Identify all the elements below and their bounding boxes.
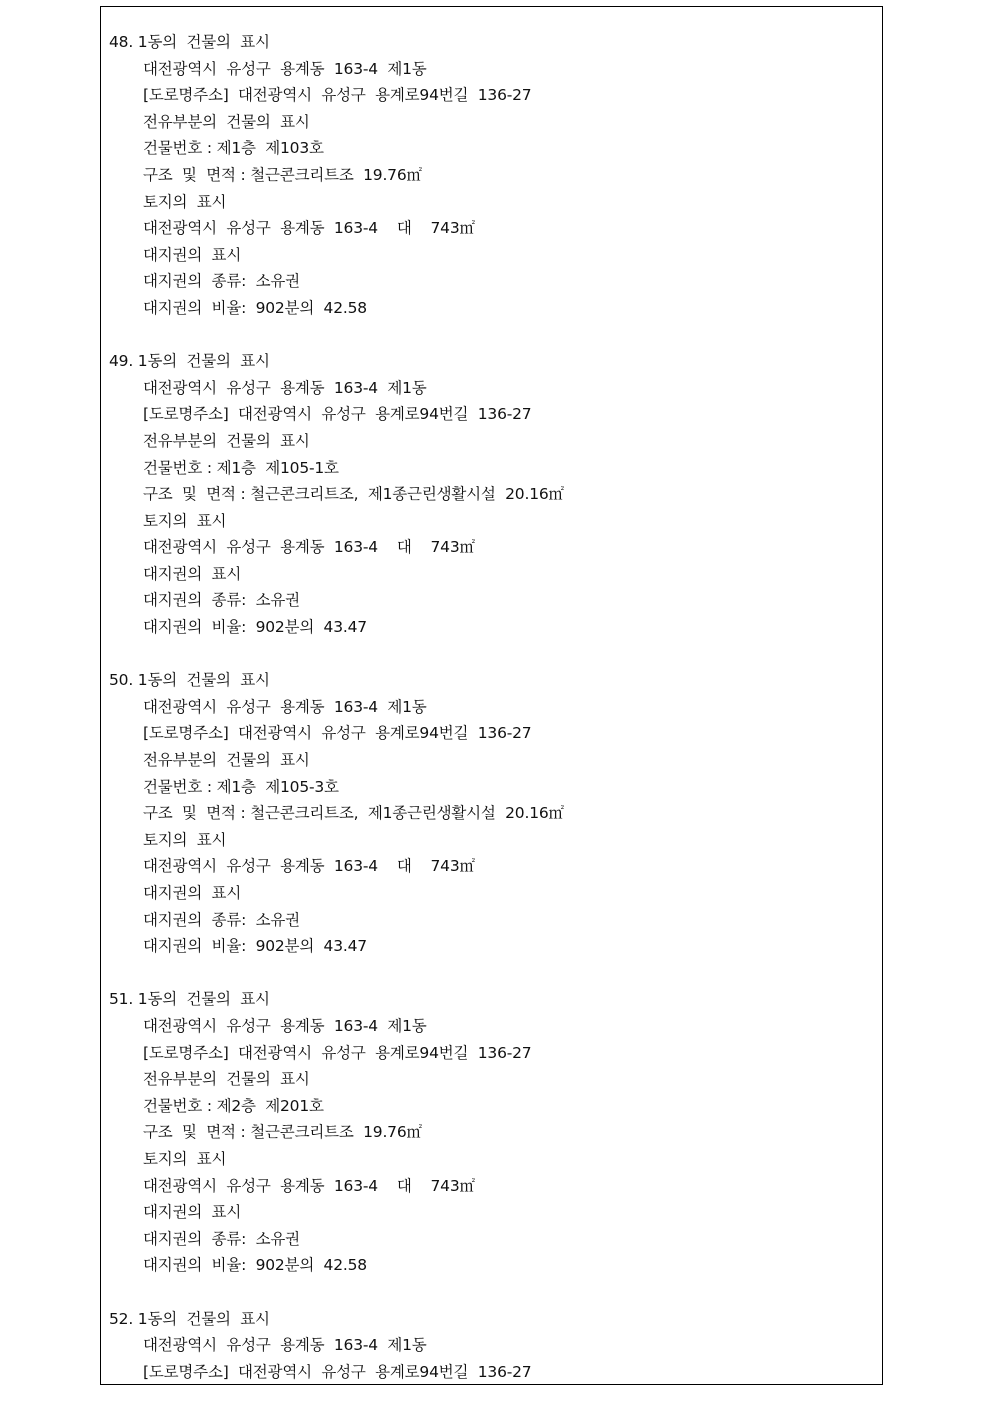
land-right-title: 대지권의 표시 bbox=[143, 564, 242, 583]
unit-number: 건물번호 : 제1층 제103호 bbox=[143, 139, 324, 158]
entry-52 bbox=[109, 1306, 874, 1386]
land-title: 토지의 표시 bbox=[143, 830, 227, 849]
building-address: 대전광역시 유성구 용계동 163-4 제1동 bbox=[143, 378, 427, 397]
structure-area: 구조 및 면적 : 철근콘크리트조 19.76㎡ bbox=[143, 165, 422, 184]
land-right-ratio: 대지권의 비율: 902분의 42.58 bbox=[143, 298, 367, 317]
land-right-type: 대지권의 종류: 소유권 bbox=[143, 910, 300, 929]
building-address: 대전광역시 유성구 용계동 163-4 제1동 bbox=[143, 697, 427, 716]
entry-heading: 51. 1동의 건물의 표시 bbox=[109, 990, 270, 1009]
road-address: [도로명주소] 대전광역시 유성구 용계로94번길 136-27 bbox=[143, 86, 532, 105]
land-title: 토지의 표시 bbox=[143, 511, 227, 530]
document-body bbox=[109, 29, 874, 1385]
entry-50 bbox=[109, 667, 874, 960]
entry-heading: 48. 1동의 건물의 표시 bbox=[109, 33, 270, 51]
land-right-type: 대지권의 종류: 소유권 bbox=[143, 1229, 300, 1248]
land-right-title: 대지권의 표시 bbox=[143, 245, 242, 264]
land-title: 토지의 표시 bbox=[143, 192, 227, 211]
land-detail: 대전광역시 유성구 용계동 163-4 대 743㎡ bbox=[143, 538, 475, 557]
land-detail: 대전광역시 유성구 용계동 163-4 대 743㎡ bbox=[143, 857, 475, 876]
land-right-type: 대지권의 종류: 소유권 bbox=[143, 272, 300, 291]
entry-51 bbox=[109, 986, 874, 1279]
entry-49 bbox=[109, 348, 874, 641]
building-address: 대전광역시 유성구 용계동 163-4 제1동 bbox=[143, 1336, 427, 1355]
road-address: [도로명주소] 대전광역시 유성구 용계로94번길 136-27 bbox=[143, 405, 532, 424]
entry-heading: 50. 1동의 건물의 표시 bbox=[109, 671, 270, 690]
land-detail: 대전광역시 유성구 용계동 163-4 대 743㎡ bbox=[143, 219, 475, 238]
road-address: [도로명주소] 대전광역시 유성구 용계로94번길 136-27 bbox=[143, 724, 532, 743]
entry-heading: 49. 1동의 건물의 표시 bbox=[109, 352, 270, 371]
road-address: [도로명주소] 대전광역시 유성구 용계로94번길 136-27 bbox=[143, 1043, 532, 1062]
unit-number: 건물번호 : 제2층 제201호 bbox=[143, 1096, 324, 1115]
entry-48 bbox=[109, 29, 874, 322]
road-address: [도로명주소] 대전광역시 유성구 용계로94번길 136-27 bbox=[143, 1362, 532, 1381]
entry-heading: 52. 1동의 건물의 표시 bbox=[109, 1309, 270, 1328]
building-address: 대전광역시 유성구 용계동 163-4 제1동 bbox=[143, 1016, 427, 1035]
structure-area: 구조 및 면적 : 철근콘크리트조, 제1종근린생활시설 20.16㎡ bbox=[143, 804, 564, 823]
land-right-title: 대지권의 표시 bbox=[143, 1203, 242, 1222]
land-right-ratio: 대지권의 비율: 902분의 43.47 bbox=[143, 937, 367, 956]
land-right-title: 대지권의 표시 bbox=[143, 884, 242, 902]
building-address: 대전광역시 유성구 용계동 163-4 제1동 bbox=[143, 59, 427, 78]
land-right-ratio: 대지권의 비율: 902분의 42.58 bbox=[143, 1256, 367, 1275]
unit-number: 건물번호 : 제1층 제105-3호 bbox=[143, 777, 339, 796]
exclusive-part-title: 전유부분의 건물의 표시 bbox=[143, 112, 310, 131]
unit-number: 건물번호 : 제1층 제105-1호 bbox=[143, 458, 339, 477]
land-detail: 대전광역시 유성구 용계동 163-4 대 743㎡ bbox=[143, 1176, 475, 1195]
land-title: 토지의 표시 bbox=[143, 1149, 227, 1168]
structure-area: 구조 및 면적 : 철근콘크리트조 19.76㎡ bbox=[143, 1123, 422, 1142]
structure-area: 구조 및 면적 : 철근콘크리트조, 제1종근린생활시설 20.16㎡ bbox=[143, 485, 564, 504]
exclusive-part-title: 전유부분의 건물의 표시 bbox=[143, 751, 310, 770]
exclusive-part-title: 전유부분의 건물의 표시 bbox=[143, 1070, 310, 1089]
land-right-ratio: 대지권의 비율: 902분의 43.47 bbox=[143, 618, 367, 637]
exclusive-part-title: 전유부분의 건물의 표시 bbox=[143, 431, 310, 450]
document-frame bbox=[100, 6, 883, 1385]
land-right-type: 대지권의 종류: 소유권 bbox=[143, 591, 300, 610]
